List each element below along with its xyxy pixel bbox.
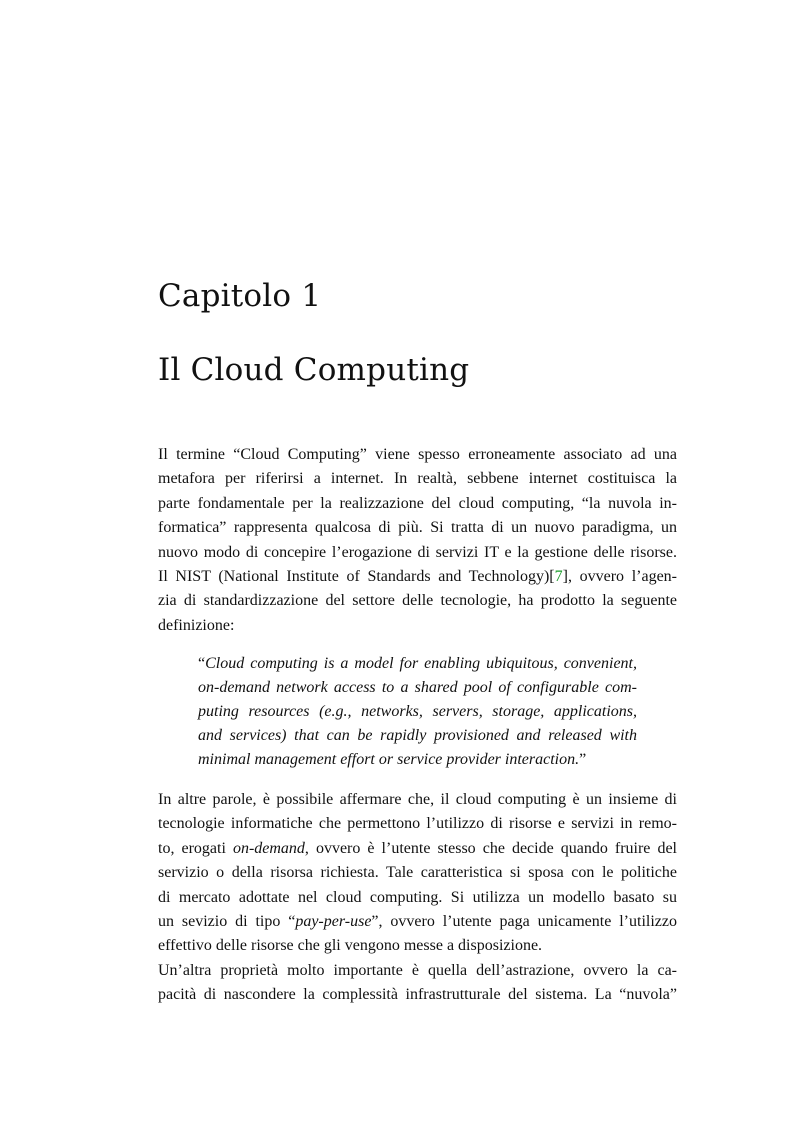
text-line: effettivo delle risorse che gli vengono messe a disposizione.	[158, 937, 543, 955]
text-segment: , ovvero è l’utente stesso che decide quando fruire del	[304, 839, 677, 857]
text-line: Un’altra proprietà molto importante è quella dell’astrazione, ovvero la ca-	[158, 961, 677, 979]
quote-line: and services) that can be rapidly provisioned and released with	[198, 727, 637, 744]
quote-open-mark: “	[198, 655, 206, 672]
text-segment: ”, ovvero l’utente paga unicamente l’utilizzo	[371, 912, 677, 930]
text-line: Il termine “Cloud Computing” viene spesso erroneamente associato ad una	[158, 446, 677, 463]
nist-definition-quote	[198, 652, 637, 772]
emphasis-term: on-demand	[232, 839, 305, 857]
paragraph-intro	[158, 443, 677, 638]
text-segment: un sevizio di tipo “	[158, 912, 296, 930]
text-line: nuovo modo di concepire l’erogazione di servizi IT e la gestione delle risorse.	[158, 543, 677, 561]
text-line: tecnologie informatiche che permettono l’utilizzo di risorse e servizi in remo-	[158, 815, 677, 833]
quote-close-mark: ”	[579, 751, 587, 768]
quote-line	[198, 748, 637, 772]
citation-link[interactable]: 7	[554, 567, 563, 585]
text-line: pacità di nascondere la complessità infrastrutturale del sistema. La “nuvola”	[158, 986, 677, 1004]
text-line: parte fondamentale per la realizzazione del cloud computing, “la nuvola in-	[158, 494, 677, 512]
text-line: In altre parole, è possibile affermare che, il cloud computing è un insieme di	[158, 791, 677, 808]
text-line: formatica” rappresenta qualcosa di più. Si tratta di un nuovo paradigma, un	[158, 519, 677, 537]
quote-text: minimal management effort or service provider interaction.	[198, 751, 580, 768]
quote-line	[198, 652, 637, 676]
text-line-with-emphasis	[158, 837, 677, 861]
paragraph-explanation	[158, 788, 677, 1008]
text-line: zia di standardizzazione del settore delle tecnologie, ha prodotto la seguente	[158, 592, 677, 610]
text-line: di mercato adottate nel cloud computing. Si utilizza un modello basato su	[158, 888, 677, 906]
text-segment: to, erogati	[158, 839, 233, 857]
text-line-with-emphasis	[158, 910, 677, 934]
text-line: metafora per riferirsi a internet. In realtà, sebbene internet costituisca la	[158, 470, 677, 488]
chapter-label: Capitolo 1	[158, 278, 322, 314]
emphasis-term: pay-per-use	[295, 912, 372, 930]
chapter-title: Il Cloud Computing	[158, 352, 470, 388]
quote-line: puting resources (e.g., networks, servers, storage, applications,	[198, 703, 637, 720]
text-segment: ], ovvero l’agen-	[562, 567, 677, 585]
quote-text: Cloud computing is a model for enabling ubiquitous, convenient,	[205, 655, 637, 672]
text-line: servizio o della risorsa richiesta. Tale caratteristica si sposa con le politiche	[158, 864, 677, 882]
text-segment: Il NIST (National Institute of Standards and Technology)[	[158, 567, 555, 585]
text-line-with-citation	[158, 565, 677, 589]
quote-line: on-demand network access to a shared pool of configurable com-	[198, 679, 637, 696]
text-line: definizione:	[158, 616, 235, 634]
